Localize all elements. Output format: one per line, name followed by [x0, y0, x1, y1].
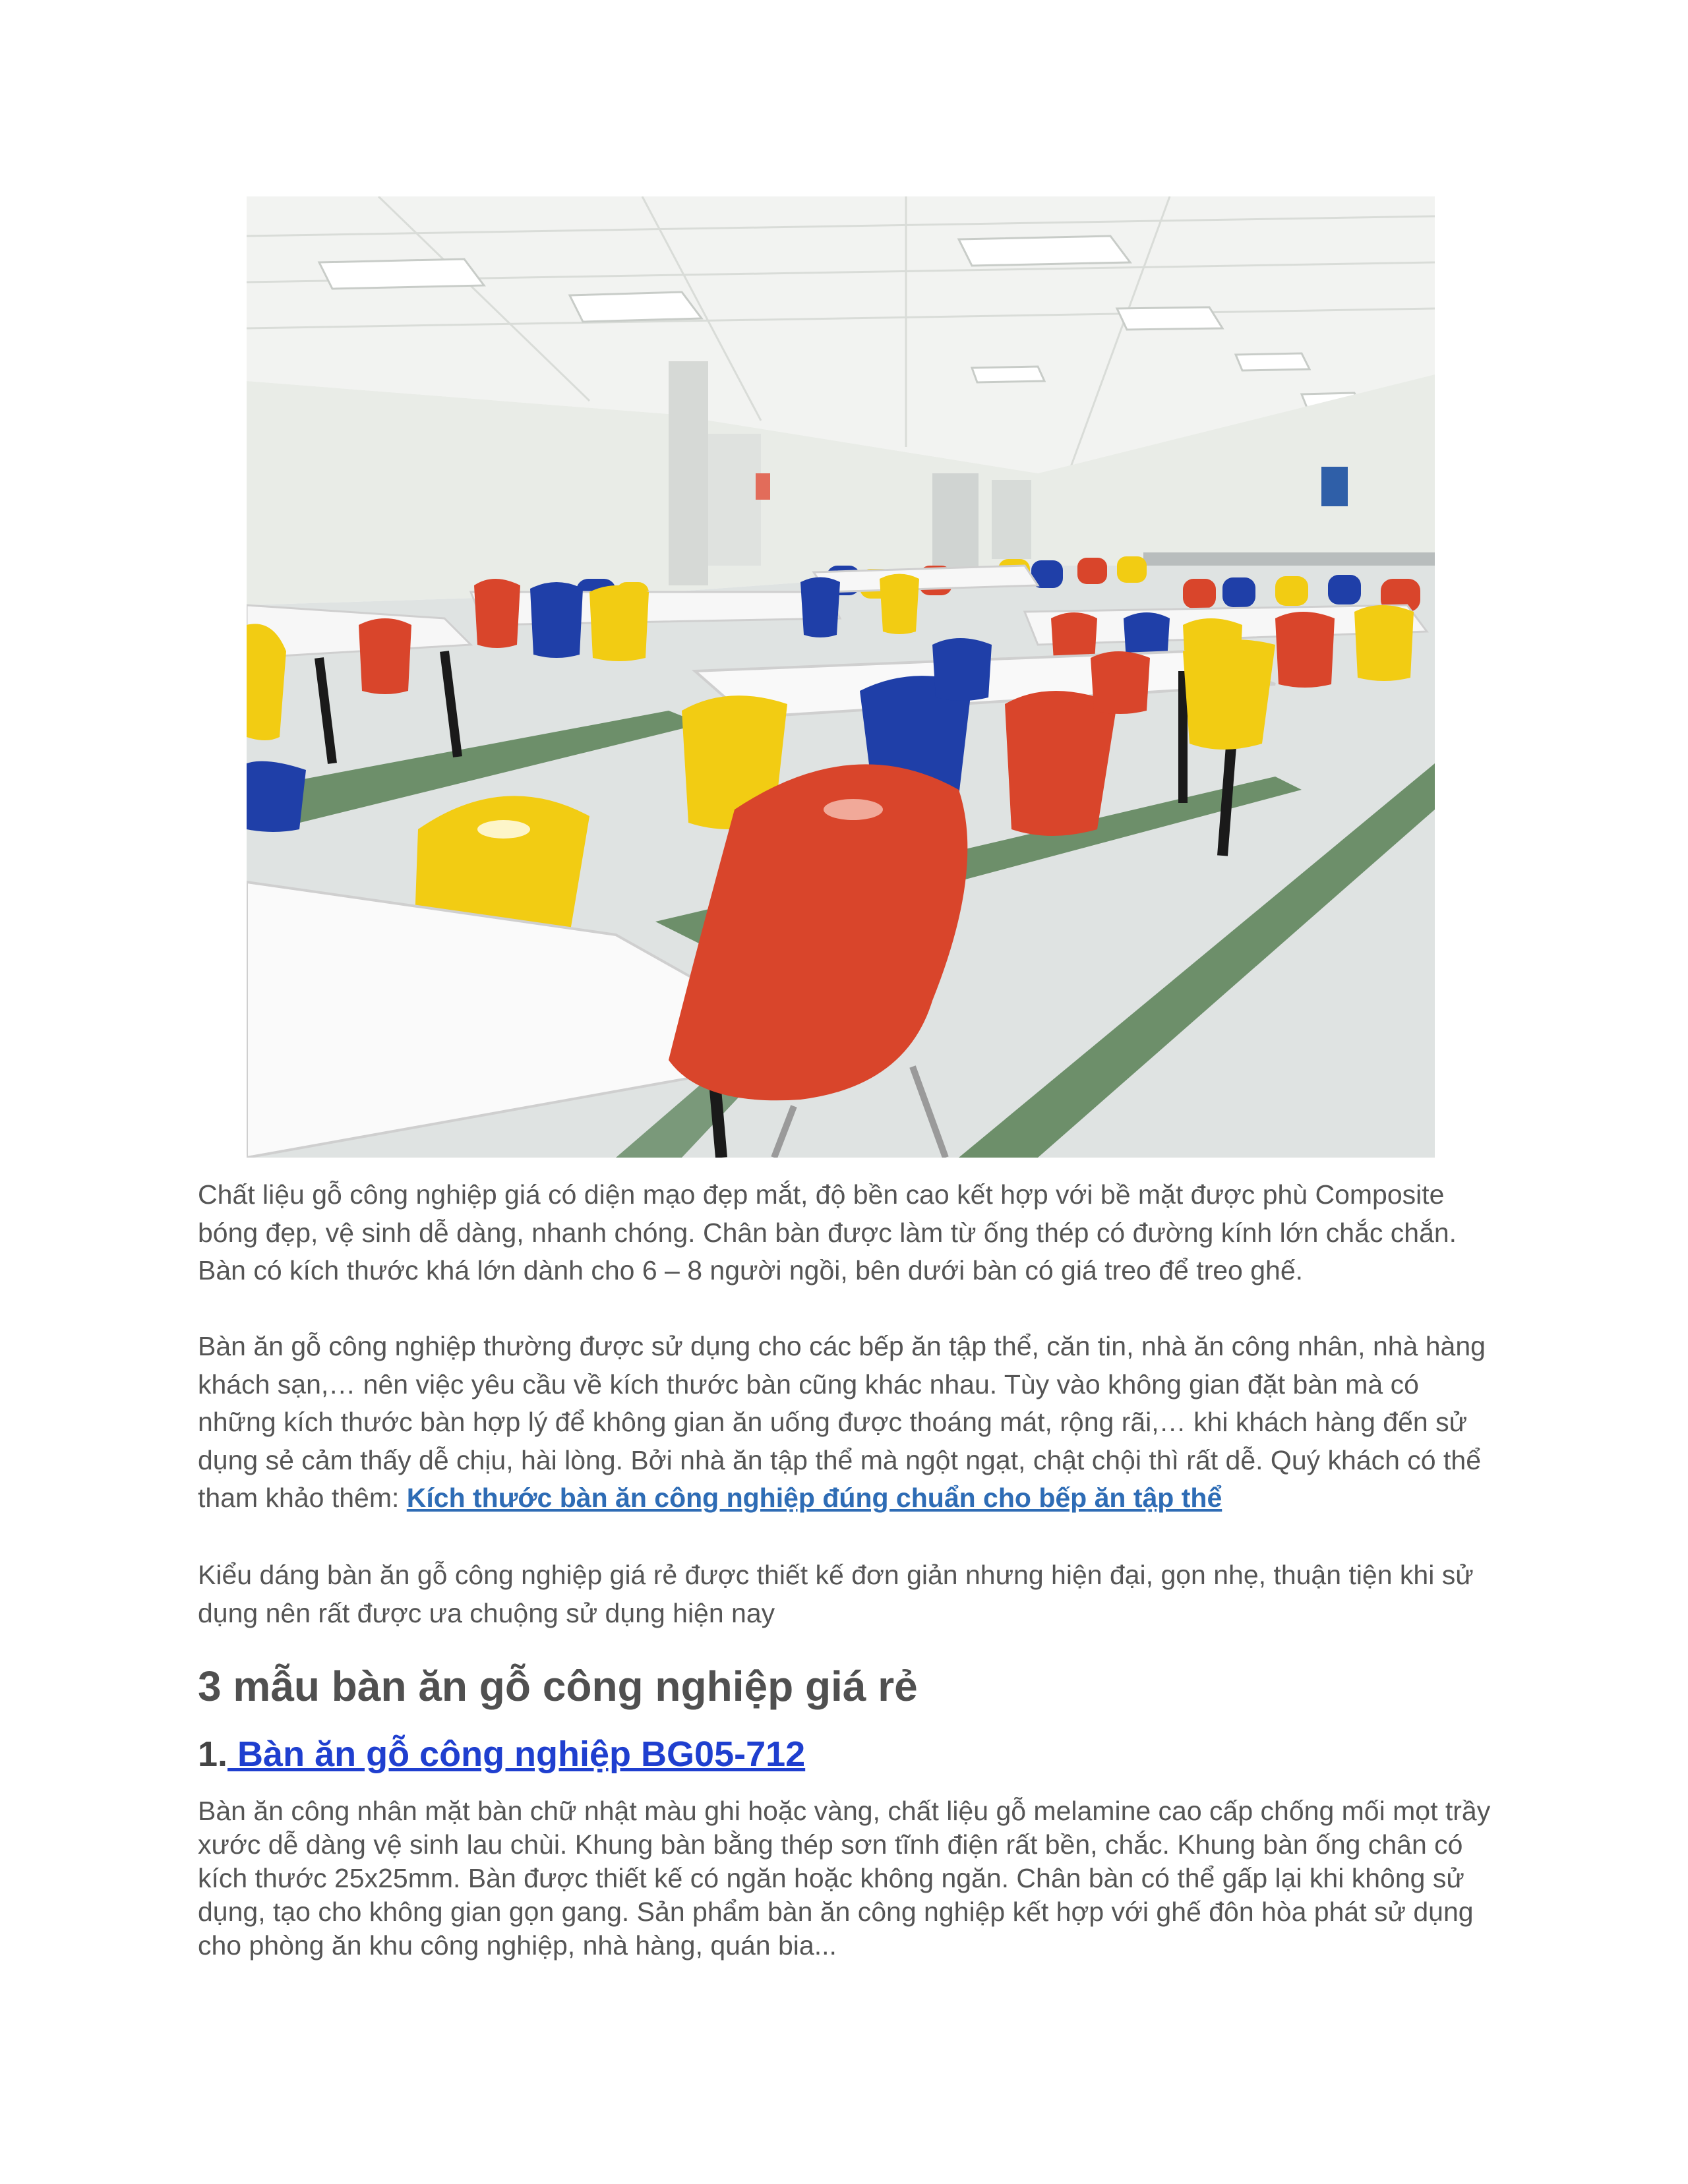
canteen-photo: [247, 196, 1435, 1158]
section-heading: 3 mẫu bàn ăn gỗ công nghiệp giá rẻ: [198, 1663, 918, 1710]
paragraph-style: Kiểu dáng bàn ăn gỗ công nghiệp giá rẻ được thiết kế đơn giản nhưng hiện đại, gọn nhẹ, thuận tiện khi sử dụng nên rất được ưa chuộng sử dụng hiện nay: [198, 1560, 1474, 1628]
product-link-bg05-712[interactable]: Bàn ăn gỗ công nghiệp BG05-712: [227, 1734, 806, 1774]
paragraph-usage: [198, 1328, 1490, 1518]
paragraph-usage-text: Bàn ăn gỗ công nghiệp thường được sử dụng cho các bếp ăn tập thể, căn tin, nhà ăn công nhân, nhà hàng khách sạn,… nên việc yêu cầu về kích thước bàn cũng khác nhau. Tùy vào không gian đặt bàn mà có những kích thước bàn hợp lý để không gian ăn uống được thoáng mát, rộng rãi,… khi khách hàng đến sử dụng sẻ cảm thấy dễ chịu, hài lòng. Bởi nhà ăn tập thể mà ngột ngạt, chật chội thì rất dễ. Quý khách có thể tham khảo thêm:: [198, 1331, 1486, 1514]
table-size-link[interactable]: Kích thước bàn ăn công nghiệp đúng chuẩn cho bếp ăn tập thể: [406, 1483, 1222, 1514]
product-number: 1.: [198, 1734, 228, 1774]
product-heading: [198, 1732, 805, 1776]
canteen-photo-drawing: [247, 196, 1435, 1158]
paragraph-material: Chất liệu gỗ công nghiệp giá có diện mạo đẹp mắt, độ bền cao kết hợp với bề mặt được phù Composite bóng đẹp, vệ sinh dễ dàng, nhanh chóng. Chân bàn được làm từ ống thép có đường kính lớn chắc chắn. Bàn có kích thước khá lớn dành cho 6 – 8 người ngồi, bên dưới bàn có giá treo để treo ghế.: [198, 1179, 1457, 1286]
paragraph-product-description: Bàn ăn công nhân mặt bàn chữ nhật màu ghi hoặc vàng, chất liệu gỗ melamine cao cấp chống mối mọt trầy xước dễ dàng vệ sinh lau chùi. Khung bàn bằng thép sơn tĩnh điện rất bền, chắc. Khung bàn ống chân có kích thước 25x25mm. Bàn được thiết kế có ngăn hoặc không ngăn. Chân bàn có thể gấp lại khi không sử dụng, tạo cho không gian gọn gang. Sản phẩm bàn ăn công nghiệp kết hợp với ghế đôn hòa phát sử dụng cho phòng ăn khu công nghiệp, nhà hàng, quán bia...: [198, 1796, 1491, 1961]
